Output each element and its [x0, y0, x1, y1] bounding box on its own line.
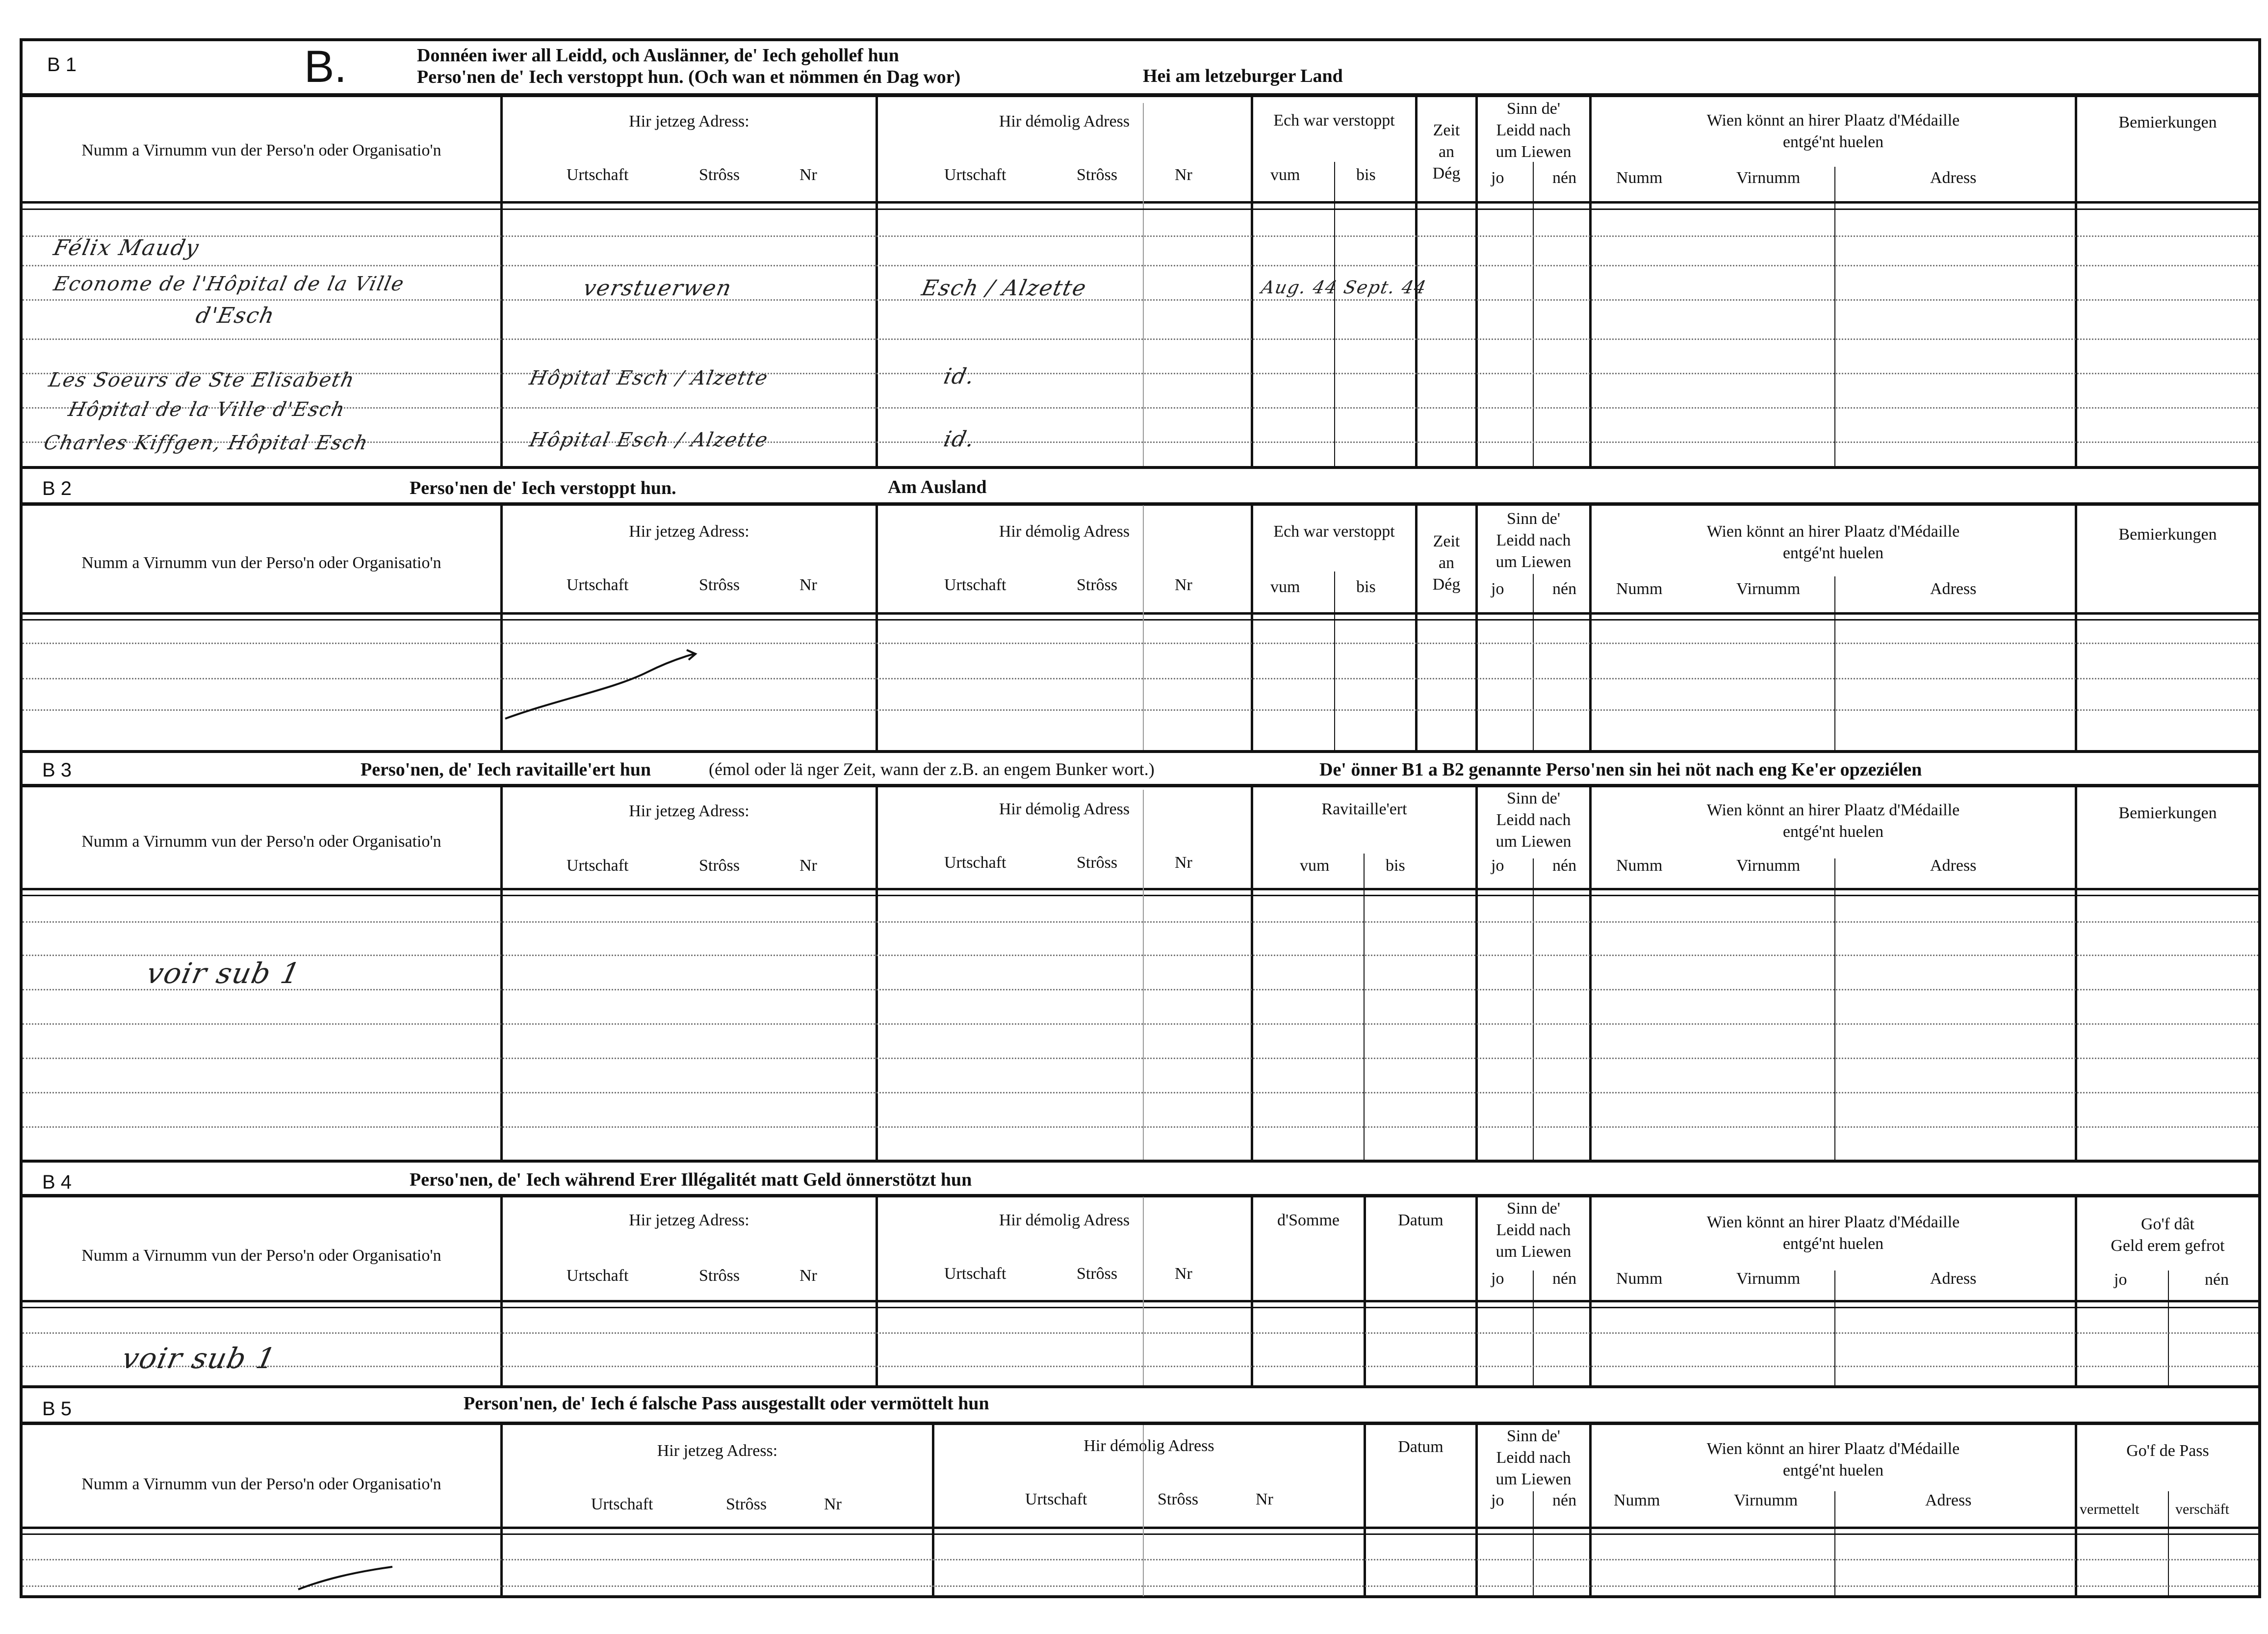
section-code-b3: B 3: [42, 759, 72, 781]
b3-hdr-name: Numm a Virnumm vun der Perso'n oder Organisatio'n: [81, 832, 441, 851]
b5-hdr-mediated: vermettelt: [2080, 1501, 2139, 1517]
b1-hdr-time: Zeit an Dég: [1432, 121, 1461, 183]
b3-dot: [23, 921, 2258, 923]
b2-header-rule: [20, 612, 2261, 615]
b5-strike-mark: [294, 1560, 402, 1594]
b2-top-rule: [20, 466, 2261, 469]
b1-r1-name3: d'Esch: [193, 303, 278, 328]
b2-dot: [23, 678, 2258, 679]
b5-row-rule: [20, 1533, 2261, 1535]
b1-hdr-surname: Numm: [1616, 169, 1663, 187]
b3-dot: [23, 955, 2258, 956]
b1-hdr-from: vum: [1270, 166, 1300, 184]
b5-thin: [1533, 1491, 1534, 1596]
b5-hdr-surname: Numm: [1614, 1491, 1660, 1509]
b1-hdr-current: Hir jetzeg Adress:: [629, 112, 749, 130]
b2-hdr-suffered: Sinn de' Leidd nach um Liewen: [1495, 510, 1572, 571]
b4-thin: [1533, 1271, 1534, 1385]
b2-title-region: Am Ausland: [888, 477, 987, 497]
b4-hdr-locality2: Urtschaft: [944, 1265, 1006, 1283]
b1-hdr-address: Adress: [1930, 169, 1977, 187]
b1-title-line1: Donnéen iwer all Leidd, och Auslänner, de' Iech gehollef hun: [417, 45, 899, 66]
b4-dot: [23, 1366, 2258, 1367]
b4-hdr-address: Adress: [1930, 1270, 1977, 1288]
b5-thin: [2168, 1491, 2169, 1596]
b1-hdr-former: Hir démolig Adress: [999, 112, 1130, 130]
b3-fold: [1143, 790, 1144, 1160]
b2-hdr-street: Strôss: [699, 576, 740, 594]
b4-thin: [1834, 1271, 1835, 1385]
b1-vline: [2075, 93, 2077, 466]
b2-hdr-nr: Nr: [799, 576, 817, 594]
b1-r3-name: Charles Kiffgen, Hôpital Esch: [42, 432, 371, 454]
b2-hdr-remarks: Bemierkungen: [2118, 525, 2217, 544]
b1-r2-former: id.: [941, 364, 978, 389]
b4-hdr-money-yes: jo: [2114, 1271, 2127, 1289]
b2-hdr-yes: jo: [1491, 580, 1504, 598]
section-code-b4: B 4: [42, 1171, 72, 1193]
b3-hdr-current: Hir jetzeg Adress:: [629, 802, 749, 820]
b1-vline: [500, 93, 503, 466]
b1-r1-from: Aug. 44: [1259, 278, 1340, 298]
b1-hdr-nr2: Nr: [1175, 166, 1192, 184]
b3-vline: [876, 784, 878, 1160]
b2-hdr-name: Numm a Virnumm vun der Perso'n oder Organisatio'n: [81, 554, 441, 572]
b3-title: Perso'nen, de' Iech ravitaille'ert hun: [361, 759, 651, 780]
b4-row-rule: [20, 1307, 2261, 1308]
b3-hdr-locality: Urtschaft: [567, 856, 629, 875]
b2-row-rule: [20, 619, 2261, 621]
b1-hdr-remarks: Bemierkungen: [2118, 113, 2217, 131]
b4-note: voir sub 1: [119, 1342, 280, 1375]
b2-dot: [23, 643, 2258, 644]
b5-hdr-former: Hir démolig Adress: [1083, 1437, 1214, 1455]
b3-dot: [23, 1092, 2258, 1093]
b4-hdr-firstname: Virnumm: [1736, 1270, 1801, 1288]
b1-title-line2: Perso'nen de' Iech verstoppt hun. (Och wan et nömmen én Dag wor): [417, 67, 961, 87]
b3-title-rule: [20, 784, 2261, 787]
b3-thin: [1364, 854, 1365, 1160]
b2-hdr-time: Zeit an Dég: [1432, 532, 1461, 594]
b5-hdr-street: Strôss: [726, 1495, 767, 1513]
b4-hdr-sum: d'Somme: [1277, 1211, 1340, 1229]
b1-r1-name1: Félix Maudy: [51, 235, 202, 260]
b5-hdr-address: Adress: [1925, 1491, 1972, 1509]
b2-hdr-surname: Numm: [1616, 580, 1663, 598]
b1-hdr-to: bis: [1356, 166, 1376, 184]
b1-dot: [23, 235, 2258, 237]
b3-hdr-surname: Numm: [1616, 856, 1663, 875]
b1-dot: [23, 407, 2258, 409]
b3-dot: [23, 1023, 2258, 1025]
b1-r1-to: Sept. 44: [1341, 278, 1429, 298]
b3-header-rule: [20, 888, 2261, 890]
b3-hdr-firstname: Virnumm: [1736, 856, 1801, 875]
b2-hdr-street2: Strôss: [1077, 576, 1118, 594]
b1-vline: [1251, 93, 1253, 466]
b5-hdr-yes: jo: [1491, 1491, 1504, 1509]
b1-r2-name2: Hôpital de la Ville d'Esch: [66, 398, 348, 421]
b4-hdr-yes: jo: [1491, 1270, 1504, 1288]
frame-right: [2258, 38, 2261, 1598]
b1-hdr-firstname: Virnumm: [1736, 169, 1801, 187]
b1-hdr-hidden: Ech war verstoppt: [1273, 111, 1395, 130]
b4-hdr-medal: Wien könnt an hirer Plaatz d'Médaille entgé'nt huelen: [1706, 1213, 1960, 1253]
b1-dot: [23, 338, 2258, 340]
b3-title-note: (émol oder lä nger Zeit, wann der z.B. an engem Bunker wort.): [709, 759, 1155, 779]
b2-hdr-locality: Urtschaft: [567, 576, 629, 594]
b1-hdr-locality: Urtschaft: [567, 166, 629, 184]
b1-title-region: Hei am letzeburger Land: [1143, 66, 1343, 86]
b2-strike-mark: [500, 645, 706, 724]
b1-row-rule: [20, 208, 2261, 210]
b3-dot: [23, 1058, 2258, 1059]
b2-hdr-hidden: Ech war verstoppt: [1273, 522, 1395, 541]
b1-vline: [876, 93, 878, 466]
b1-hdr-name: Numm a Virnumm vun der Perso'n oder Organisatio'n: [81, 141, 441, 159]
b3-note: voir sub 1: [143, 957, 304, 990]
b5-hdr-street2: Strôss: [1158, 1490, 1199, 1508]
b5-title: Person'nen, de' Iech é falsche Pass ausgestallt oder vermöttelt hun: [464, 1393, 989, 1414]
b2-hdr-current: Hir jetzeg Adress:: [629, 522, 749, 541]
b1-r2-current: Hôpital Esch / Alzette: [527, 367, 771, 389]
b3-hdr-street2: Strôss: [1077, 854, 1118, 872]
b1-hdr-locality2: Urtschaft: [944, 166, 1006, 184]
b1-hdr-yes: jo: [1491, 169, 1504, 187]
b2-hdr-firstname: Virnumm: [1736, 580, 1801, 598]
b1-header-rule: [20, 201, 2261, 204]
b3-hdr-to: bis: [1386, 856, 1405, 875]
b4-dot: [23, 1332, 2258, 1334]
b4-hdr-surname: Numm: [1616, 1270, 1663, 1288]
b1-r2-name1: Les Soeurs de Ste Elisabeth: [47, 369, 357, 391]
b3-hdr-remarks: Bemierkungen: [2118, 804, 2217, 822]
b1-hdr-no: nén: [1552, 169, 1577, 187]
b3-hdr-from: vum: [1300, 856, 1330, 875]
b1-hdr-street: Strôss: [699, 166, 740, 184]
b1-dot: [23, 299, 2258, 301]
b5-header-rule: [20, 1527, 2261, 1529]
b5-hdr-pass: Go'f de Pass: [2126, 1442, 2209, 1460]
b3-dot: [23, 1126, 2258, 1128]
b4-hdr-former: Hir démolig Adress: [999, 1211, 1130, 1229]
section-code-b2: B 2: [42, 478, 72, 499]
b4-hdr-street2: Strôss: [1077, 1265, 1118, 1283]
b5-hdr-firstname: Virnumm: [1734, 1491, 1798, 1509]
b3-hdr-address: Adress: [1930, 856, 1977, 875]
section-code-b5: B 5: [42, 1398, 72, 1420]
b2-thin: [1334, 571, 1335, 750]
b3-top-rule: [20, 750, 2261, 753]
b4-hdr-locality: Urtschaft: [567, 1267, 629, 1285]
b3-title-note2: De' önner B1 a B2 genannte Perso'nen sin hei nöt nach eng Ke'er opzeziélen: [1319, 759, 1922, 780]
b2-hdr-former: Hir démolig Adress: [999, 522, 1130, 541]
b2-title: Perso'nen de' Iech verstoppt hun.: [410, 478, 676, 498]
b2-hdr-nr2: Nr: [1175, 576, 1192, 594]
b4-hdr-money-no: nén: [2205, 1271, 2229, 1289]
b2-hdr-address: Adress: [1930, 580, 1977, 598]
b5-hdr-name: Numm a Virnumm vun der Perso'n oder Organisatio'n: [81, 1475, 441, 1493]
b2-thin: [1834, 576, 1835, 750]
b3-hdr-no: nén: [1552, 856, 1577, 875]
b5-hdr-current: Hir jetzeg Adress:: [657, 1442, 778, 1460]
b1-hdr-suffered: Sinn de' Leidd nach um Liewen: [1495, 100, 1572, 161]
b1-hdr-nr: Nr: [799, 166, 817, 184]
b5-thin: [1834, 1491, 1835, 1596]
b4-hdr-street: Strôss: [699, 1267, 740, 1285]
b4-title: Perso'nen, de' Iech während Erer Illégalitét matt Geld önnerstötzt hun: [410, 1169, 972, 1190]
b4-header-rule: [20, 1300, 2261, 1302]
b4-hdr-money: Go'f dât Geld erem gefrot: [2111, 1215, 2225, 1255]
b1-hdr-street2: Strôss: [1077, 166, 1118, 184]
b3-hdr-suffered: Sinn de' Leidd nach um Liewen: [1495, 789, 1572, 851]
b1-r1-name2: Econome de l'Hôpital de la Ville: [52, 273, 407, 295]
b3-hdr-yes: jo: [1491, 856, 1504, 875]
b1-r1-current: verstuerwen: [581, 276, 735, 301]
b1-dot: [23, 373, 2258, 374]
b2-hdr-to: bis: [1356, 578, 1376, 596]
b3-hdr-nr: Nr: [799, 856, 817, 875]
b1-hdr-medal: Wien könnt an hirer Plaatz d'Médaille entgé'nt huelen: [1706, 111, 1960, 152]
b4-hdr-suffered: Sinn de' Leidd nach um Liewen: [1495, 1199, 1572, 1261]
b3-vline: [2075, 784, 2077, 1160]
b1-thin: [1533, 162, 1534, 466]
b4-hdr-date: Datum: [1398, 1211, 1443, 1229]
b1-fold: [1143, 103, 1144, 466]
b1-title-rule: [20, 93, 2261, 97]
b4-title-rule: [20, 1194, 2261, 1197]
b2-hdr-medal: Wien könnt an hirer Plaatz d'Médaille entgé'nt huelen: [1706, 522, 1960, 563]
b4-hdr-current: Hir jetzeg Adress:: [629, 1211, 749, 1229]
b4-hdr-no: nén: [1552, 1270, 1577, 1288]
frame-bottom: [20, 1595, 2261, 1598]
b4-thin: [2168, 1271, 2169, 1385]
b2-dot: [23, 709, 2258, 711]
form-letter: B.: [304, 42, 347, 92]
b5-hdr-nr: Nr: [824, 1495, 842, 1513]
b1-thin: [1834, 167, 1835, 466]
b2-thin: [1533, 574, 1534, 750]
b1-r3-former: id.: [941, 427, 978, 452]
b5-hdr-locality: Urtschaft: [591, 1495, 653, 1513]
b5-hdr-medal: Wien könnt an hirer Plaatz d'Médaille entgé'nt huelen: [1706, 1440, 1960, 1480]
b5-hdr-made: verschäft: [2175, 1501, 2229, 1517]
b4-hdr-nr: Nr: [799, 1267, 817, 1285]
b3-thin: [1834, 858, 1835, 1160]
b5-hdr-date: Datum: [1398, 1438, 1443, 1456]
b3-vline: [500, 784, 503, 1160]
b4-hdr-nr2: Nr: [1175, 1265, 1192, 1283]
b2-hdr-locality2: Urtschaft: [944, 576, 1006, 594]
b5-title-rule: [20, 1422, 2261, 1425]
b4-top-rule: [20, 1160, 2261, 1163]
frame-top: [20, 38, 2261, 41]
b5-top-rule: [20, 1385, 2261, 1388]
b3-hdr-street: Strôss: [699, 856, 740, 875]
b3-dot: [23, 989, 2258, 990]
b3-hdr-former: Hir démolig Adress: [999, 800, 1130, 818]
b2-title-rule: [20, 502, 2261, 506]
b1-r1-former: Esch / Alzette: [919, 276, 1089, 301]
b3-hdr-nr2: Nr: [1175, 854, 1192, 872]
section-code-b1: B 1: [47, 54, 77, 76]
b3-hdr-medal: Wien könnt an hirer Plaatz d'Médaille entgé'nt huelen: [1706, 801, 1960, 841]
b5-hdr-no: nén: [1552, 1491, 1577, 1509]
b3-vline: [1251, 784, 1253, 1160]
b4-hdr-name: Numm a Virnumm vun der Perso'n oder Organisatio'n: [81, 1246, 441, 1265]
b1-dot: [23, 265, 2258, 266]
frame-left: [20, 38, 23, 1598]
b3-row-rule: [20, 895, 2261, 896]
b5-hdr-suffered: Sinn de' Leidd nach um Liewen: [1495, 1427, 1572, 1489]
b5-hdr-nr2: Nr: [1256, 1490, 1273, 1508]
b3-hdr-supplied: Ravitaille'ert: [1321, 800, 1407, 818]
b2-hdr-no: nén: [1552, 580, 1577, 598]
b3-thin: [1533, 858, 1534, 1160]
b2-hdr-from: vum: [1270, 578, 1300, 596]
b1-r3-current: Hôpital Esch / Alzette: [527, 429, 771, 451]
b3-hdr-locality2: Urtschaft: [944, 854, 1006, 872]
b5-hdr-locality2: Urtschaft: [1025, 1490, 1087, 1508]
b1-thin: [1334, 162, 1335, 466]
